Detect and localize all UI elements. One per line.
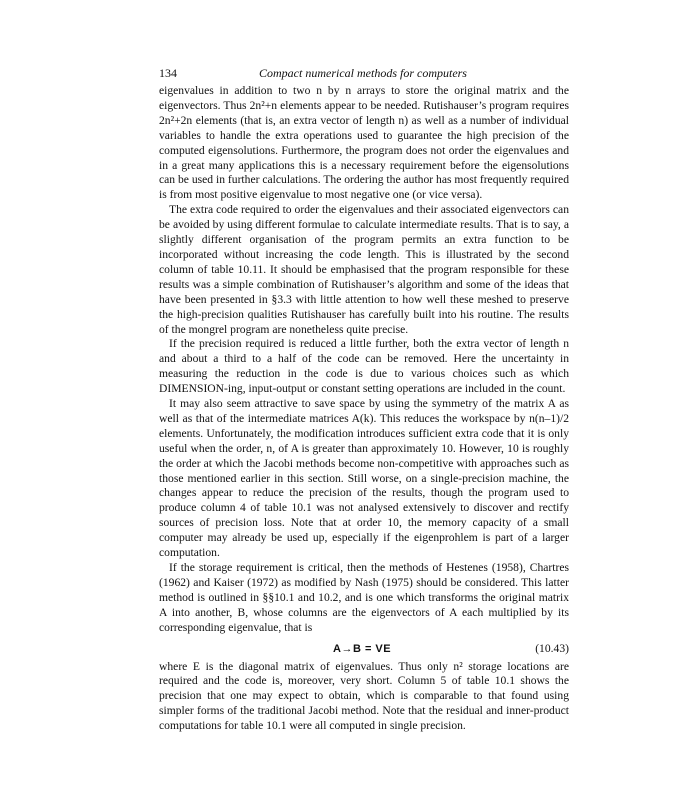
running-header bbox=[159, 66, 569, 82]
equation-10-43 bbox=[159, 639, 569, 658]
paragraph-5: If the storage requirement is critical, then the methods of Hestenes (1958), Chartres (1962) and Kaiser (1972) as modified by Nash (1975) should be considered. This latter method is outlined in §§10.1 and 10.2, and is one which transforms the original matrix A into another, B, whose columns are the eigenvectors of A each multiplied by its corresponding eigenvalue, that is bbox=[159, 561, 569, 634]
paragraph-3: If the precision required is reduced a little further, both the extra vector of length n and about a third to a half of the code can be removed. Here the uncertainty in measuring the reduction in the code is due to various choices such as which DIMENSION-ing, input-output or constant setting operations are included in the count. bbox=[159, 337, 569, 396]
equation-label: (10.43) bbox=[535, 641, 569, 655]
page-number: 134 bbox=[159, 66, 177, 80]
equation-expression: A→B = VE bbox=[333, 642, 392, 655]
paragraph-4: It may also seem attractive to save space by using the symmetry of the matrix A as well as that of the intermediate matrices A(k). This reduces the workspace by n(n–1)/2 elements. Unfortunately, the modification introduces sufficient extra code that it is only useful when the order, n, of A is greater than approximately 10. However, 10 is roughly the order at which the Jacobi methods become non-competitive with approaches such as those mentioned earlier in this section. Still worse, on a single-precision machine, the changes appear to reduce the precision of the results, though the program used to produce column 4 of table 10.1 was not analysed extensively to discover and rectify sources of precision loss. Note that at order 10, the memory capacity of a small computer may already be used up, especially if the eigenprohlem is part of a larger computation. bbox=[159, 397, 569, 560]
paragraph-2: The extra code required to order the eigenvalues and their associated eigenvectors can be avoided by using different formulae to calculate intermediate results. That is to say, a slightly different organisation of the program permits an extra function to be incorporated without increasing the code length. This is illustrated by the second column of table 10.11. It should be emphasised that the program responsible for these results was a simple combination of Rutishauser’s algorithm and some of the ideas that have been presented in §3.3 with little attention to how well these meshed to preserve the high-precision qualities Rutishauser has carefully built into his routine. The results of the mongrel program are nonetheless quite precise. bbox=[159, 203, 569, 336]
running-title: Compact numerical methods for computers bbox=[259, 66, 467, 80]
paragraph-1: eigenvalues in addition to two n by n arrays to store the original matrix and the eigenvectors. Thus 2n²+n elements appear to be needed. Rutishauser’s program requires 2n²+2n elements (that is, an extra vector of length n) as well as a number of individual variables to handle the extra operations used to guarantee the high precision of the computed eigensolutions. Furthermore, the program does not order the eigenvalues and in a great many applications this is a necessary requirement before the eigensolutions can be used in further calculations. The ordering the author has most frequently required is from most positive eigenvalue to most negative one (or vice versa). bbox=[159, 84, 569, 202]
body-text bbox=[159, 84, 569, 734]
closing-paragraph: where E is the diagonal matrix of eigenvalues. Thus only n² storage locations are required and the code is, moreover, very short. Column 5 of table 10.1 shows the precision that one may expect to obtain, which is comparable to that found using simpler forms of the traditional Jacobi method. Note that the residual and inner-product computations for table 10.1 were all computed in single precision. bbox=[159, 659, 569, 733]
